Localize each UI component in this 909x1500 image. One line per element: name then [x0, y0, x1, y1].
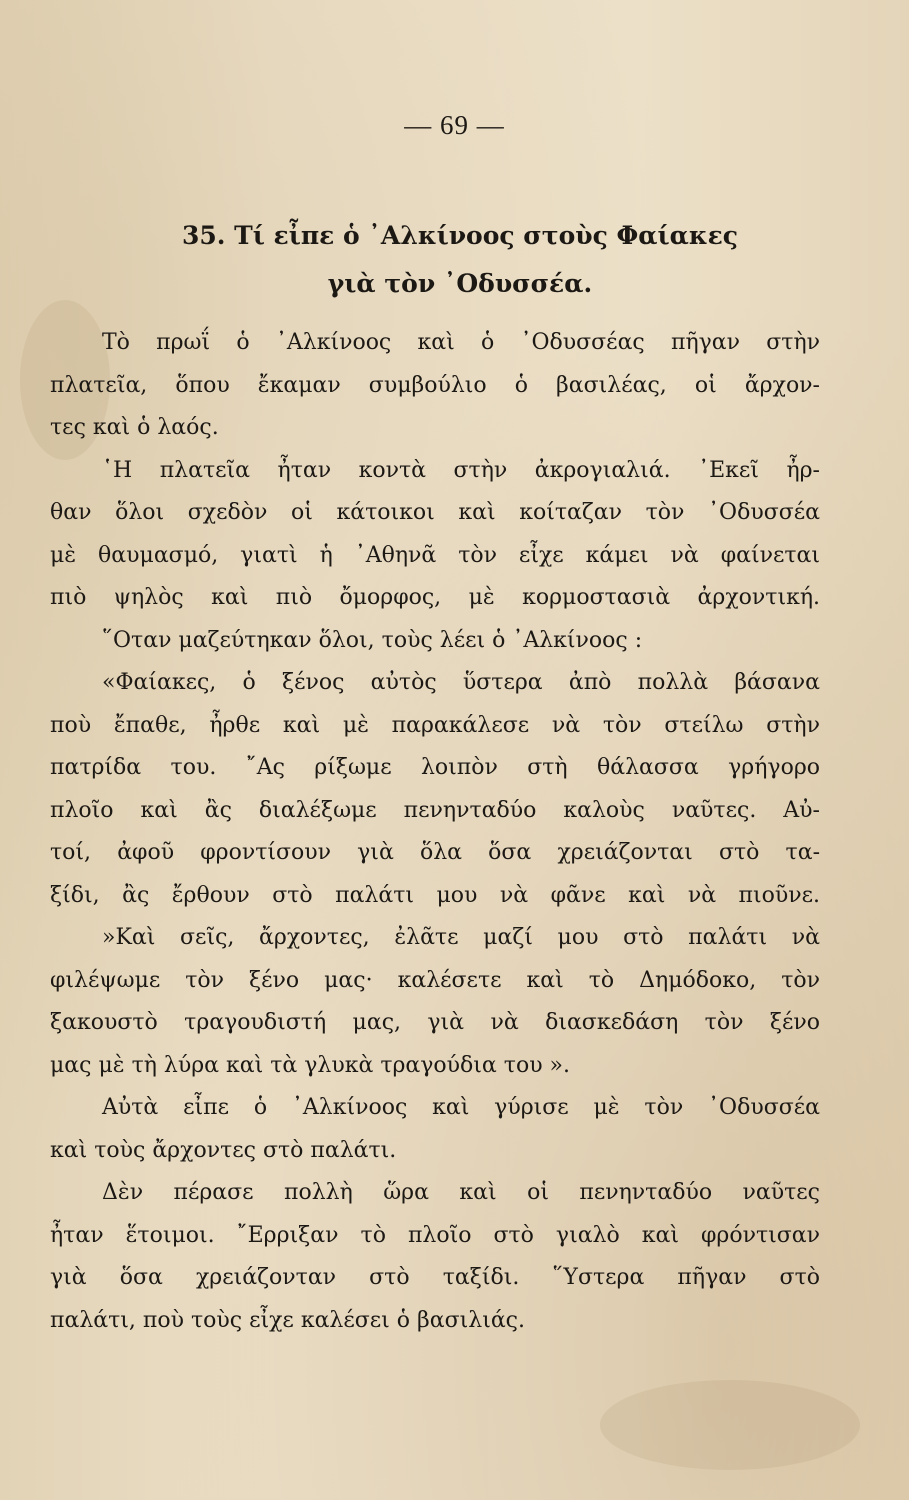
- text-line: θαν ὅλοι σχεδὸν οἱ κάτοικοι καὶ κοίταζαν τὸν ᾿Οδυσσέα: [50, 500, 820, 525]
- chapter-title: [90, 212, 830, 308]
- text-line: Δὲν πέρασε πολλὴ ὥρα καὶ οἱ πενηνταδύο ναῦτες: [102, 1180, 820, 1205]
- text-line: ξίδι, ἂς ἔρθουν στὸ παλάτι μου νὰ φᾶνε καὶ νὰ πιοῦνε.: [50, 882, 820, 908]
- text-line: «Φαίακες, ὁ ξένος αὐτὸς ὕστερα ἀπὸ πολλὰ βάσανα: [102, 670, 820, 695]
- text-line: πλοῖο καὶ ἂς διαλέξωμε πενηνταδύο καλοὺς ναῦτες. Αὐ-: [50, 797, 820, 823]
- chapter-title-line: γιὰ τὸν ᾿Οδυσσέα.: [327, 269, 593, 298]
- text-line: μὲ θαυμασμό, γιατὶ ἡ ᾿Αθηνᾶ τὸν εἶχε κάμει νὰ φαίνεται: [50, 542, 820, 568]
- text-line: μας μὲ τὴ λύρα καὶ τὰ γλυκὰ τραγούδια του ».: [50, 1052, 571, 1078]
- text-line: ποὺ ἔπαθε, ἦρθε καὶ μὲ παρακάλεσε νὰ τὸν στείλω στὴν: [50, 712, 820, 738]
- text-line: πατρίδα του. ῎Ας ρίξωμε λοιπὸν στὴ θάλασσα γρήγορο: [50, 755, 820, 780]
- page-number: — 69 —: [404, 110, 505, 140]
- text-line: »Καὶ σεῖς, ἄρχοντες, ἐλᾶτε μαζί μου στὸ παλάτι νὰ: [102, 925, 820, 950]
- text-line: ῾Η πλατεῖα ἦταν κοντὰ στὴν ἀκρογιαλιά. ᾿Εκεῖ ἦρ-: [102, 457, 820, 483]
- text-line: Αὐτὰ εἶπε ὁ ᾿Αλκίνοος καὶ γύρισε μὲ τὸν ᾿Οδυσσέα: [102, 1095, 820, 1120]
- text-line: παλάτι, ποὺ τοὺς εἶχε καλέσει ὁ βασιλιάς.: [50, 1307, 525, 1333]
- text-line: καὶ τοὺς ἄρχοντες στὸ παλάτι.: [50, 1137, 397, 1163]
- body-text: [50, 322, 820, 1342]
- text-line: τες καὶ ὁ λαός.: [50, 415, 219, 440]
- text-line: φιλέψωμε τὸν ξένο μας· καλέσετε καὶ τὸ Δημόδοκο, τὸν: [50, 967, 820, 993]
- text-line: ἦταν ἕτοιμοι. ῎Ερριξαν τὸ πλοῖο στὸ γιαλὸ καὶ φρόντισαν: [50, 1222, 820, 1248]
- text-line: τοί, ἀφοῦ φροντίσουν γιὰ ὅλα ὅσα χρειάζονται στὸ τα-: [50, 840, 820, 865]
- text-line: πιὸ ψηλὸς καὶ πιὸ ὄμορφος, μὲ κορμοστασιὰ ἀρχοντική.: [50, 585, 820, 610]
- chapter-title-line: 35. Τί εἶπε ὁ ᾿Αλκίνοος στοὺς Φαίακες: [181, 221, 739, 250]
- paper-stain: [600, 1380, 860, 1470]
- text-line: Τὸ πρωΐ ὁ ᾿Αλκίνοος καὶ ὁ ᾿Οδυσσέας πῆγαν στὴν: [102, 330, 820, 355]
- text-line: ῞Οταν μαζεύτηκαν ὅλοι, τοὺς λέει ὁ ᾿Αλκίνοος :: [102, 627, 643, 653]
- text-line: γιὰ ὅσα χρειάζονταν στὸ ταξίδι. ῞Υστερα πῆγαν στὸ: [50, 1265, 820, 1290]
- text-line: πλατεῖα, ὅπου ἔκαμαν συμβούλιο ὁ βασιλέας, οἱ ἄρχον-: [50, 372, 820, 398]
- text-line: ξακουστὸ τραγουδιστή μας, γιὰ νὰ διασκεδάση τὸν ξένο: [50, 1010, 820, 1035]
